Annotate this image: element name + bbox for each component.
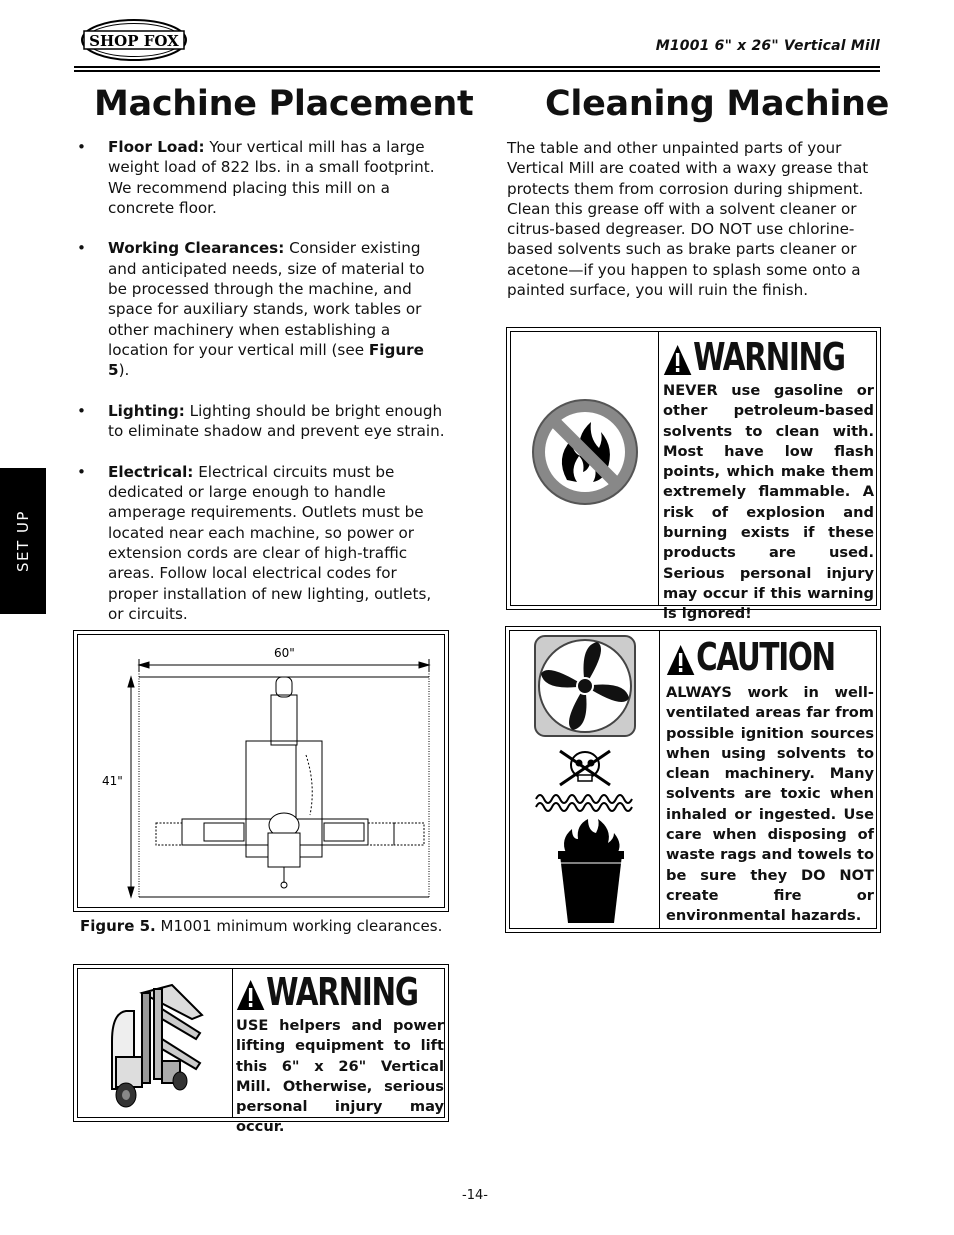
hand-truck-icon	[102, 979, 214, 1111]
warning-title: WARNING	[663, 337, 844, 377]
no-fire-icon	[529, 396, 641, 508]
bullet: •	[77, 462, 86, 481]
list-item	[74, 462, 448, 624]
svg-text:SHOP FOX: SHOP FOX	[89, 32, 179, 50]
warning-triangle-icon	[663, 344, 692, 376]
model-title: M1001 6" x 26" Vertical Mill	[655, 38, 880, 54]
caption-label: Figure 5.	[80, 917, 156, 935]
bullet-text: Lighting should be bright enough to eliminate shadow and prevent eye strain.	[108, 401, 445, 441]
shop-fox-logo	[80, 18, 188, 62]
section-title-machine-placement: Machine Placement	[94, 84, 474, 124]
height-dimension-label: 41"	[102, 774, 123, 788]
bullet-text: Your vertical mill has a large weight load of 822 lbs. in a small footprint. We recommend placing this mill on a concrete floor.	[108, 138, 435, 217]
warning-title: WARNING	[236, 972, 415, 1012]
header-rule	[74, 66, 880, 68]
figure-reference: Figure 5	[108, 340, 424, 380]
caution-title: CAUTION	[666, 637, 845, 677]
figure-5-frame	[73, 630, 449, 912]
figure-5-caption	[80, 917, 442, 935]
bullet: •	[77, 239, 86, 258]
list-item	[74, 238, 448, 380]
warning-text-column	[236, 972, 444, 1138]
list-item	[74, 401, 448, 442]
caution-triangle-icon	[666, 644, 695, 676]
bullet: •	[77, 401, 86, 420]
warning-box-divider	[232, 968, 233, 1118]
burning-trash-can-icon	[556, 819, 626, 925]
lifting-warning-box	[73, 964, 449, 1136]
solvent-warning-box	[506, 327, 881, 623]
warning-text-column	[663, 337, 874, 625]
section-title-cleaning-machine: Cleaning Machine	[545, 84, 890, 124]
warning-box-divider	[658, 331, 659, 606]
caution-body: ALWAYS work in well-ventilated areas far from possible ignition sources when using solvents to clean machinery. Many solvents are toxic when inhaled or ingested. Use care when disposing of waste rags and towels to be sure they DO NOT create fire or environmental hazards.	[666, 684, 874, 925]
section-side-tab	[0, 468, 46, 614]
caution-text-column	[666, 637, 874, 927]
bullet-text: ).	[118, 361, 130, 380]
ventilation-caution-box	[505, 626, 881, 933]
placement-bullet-list	[74, 137, 448, 644]
warning-body: USE helpers and power lifting equipment to lift this 6" x 26" Vertical Mill. Otherwise, serious personal injury may occur.	[236, 1017, 444, 1136]
bullet-label: Lighting:	[108, 401, 185, 420]
mill-clearance-diagram	[78, 635, 446, 909]
warning-body: NEVER use gasoline or other petroleum-based solvents to clean with. Most have low flash points, which make them extremely flammable. A risk of explosion and burning exists if these products are used. Serious personal injury may occur if this warning is ignored!	[663, 382, 874, 623]
bullet: •	[77, 138, 86, 156]
caution-box-divider	[659, 630, 660, 929]
bullet-text: Consider existing and anticipated needs, size of material to be processed through the machine, and space for auxiliary stands, work tables or other machinery when establishing a location for your vertical mill (see	[108, 239, 425, 359]
width-dimension-label: 60"	[274, 646, 295, 660]
cleaning-paragraph: The table and other unpainted parts of your Vertical Mill are coated with a waxy grease that protects them from corrosion during shipment. Clean this grease off with a solvent cleaner or citrus-based degreaser. DO NOT use chlorine-based solvents such as brake parts cleaner or acetone—if you happen to splash some onto a painted surface, you will ruin the finish.	[507, 139, 869, 300]
bullet-label: Electrical:	[108, 462, 194, 481]
warning-triangle-icon	[236, 979, 265, 1011]
list-item	[74, 137, 448, 218]
fan-icon	[534, 635, 636, 737]
toxic-skull-icon	[532, 745, 638, 815]
caption-text: M1001 minimum working clearances.	[155, 917, 443, 935]
side-tab-label: SET UP	[14, 510, 32, 572]
header-rule	[74, 70, 880, 72]
bullet-label: Working Clearances:	[108, 239, 285, 258]
bullet-text: Electrical circuits must be dedicated or large enough to handle amperage requirements. Outlets must be located near each machine, so power or extension cords are clear of high-traffic areas. Follow local electrical codes for proper installation of new lighting, outlets, or circuits.	[108, 462, 432, 623]
bullet-label: Floor Load:	[108, 138, 205, 156]
figure-5-inner	[77, 634, 445, 908]
page-number: -14-	[462, 1188, 488, 1203]
